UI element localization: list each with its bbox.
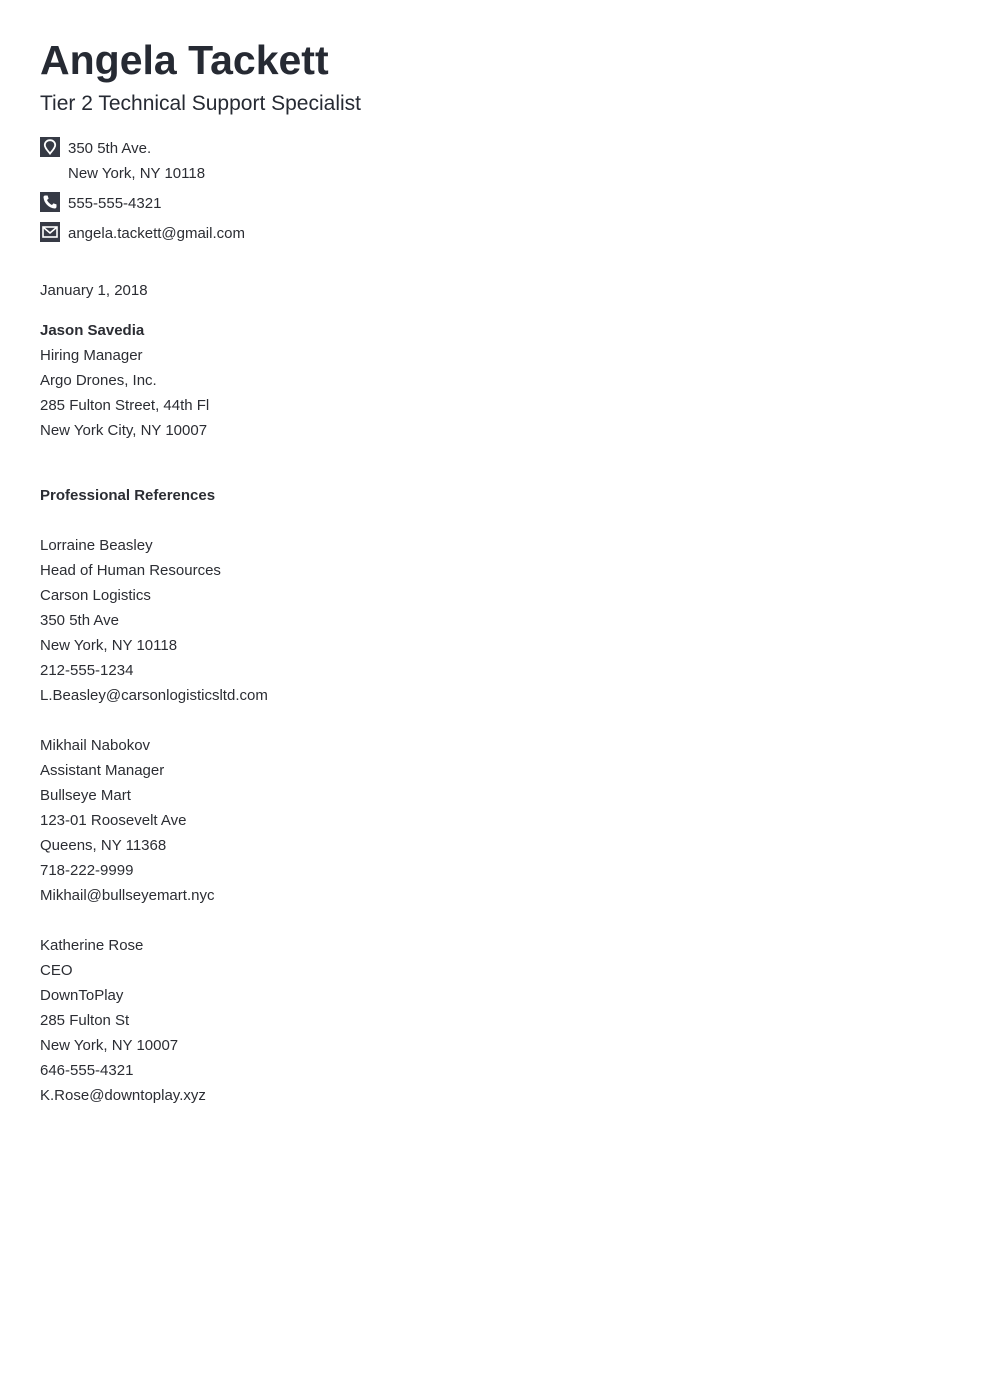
contact-address-line1: 350 5th Ave. bbox=[68, 140, 152, 157]
reference-title: Assistant Manager bbox=[40, 762, 165, 779]
contact-address-line2: New York, NY 10118 bbox=[68, 165, 206, 182]
location-pin-icon bbox=[40, 137, 60, 157]
reference-phone: 212-555-1234 bbox=[40, 662, 134, 679]
reference-street: 285 Fulton St bbox=[40, 1012, 130, 1029]
contact-phone-number: 555-555-4321 bbox=[68, 195, 162, 212]
reference-name: Mikhail Nabokov bbox=[40, 737, 151, 754]
reference-name: Katherine Rose bbox=[40, 937, 144, 954]
contact-address bbox=[40, 136, 950, 186]
phone-icon bbox=[40, 192, 60, 212]
applicant-job-title: Tier 2 Technical Support Specialist bbox=[40, 92, 361, 115]
reference-phone: 646-555-4321 bbox=[40, 1062, 134, 1079]
reference-name: Lorraine Beasley bbox=[40, 537, 153, 554]
contact-email-address: angela.tackett@gmail.com bbox=[68, 225, 245, 242]
reference-entry bbox=[40, 533, 950, 708]
reference-city: New York, NY 10007 bbox=[40, 1037, 179, 1054]
recipient-line: New York City, NY 10007 bbox=[40, 422, 208, 439]
reference-email: K.Rose@downtoplay.xyz bbox=[40, 1087, 206, 1104]
reference-company: DownToPlay bbox=[40, 987, 124, 1004]
reference-city: Queens, NY 11368 bbox=[40, 837, 167, 854]
reference-email: L.Beasley@carsonlogisticsltd.com bbox=[40, 687, 268, 704]
recipient-name: Jason Savedia bbox=[40, 322, 145, 339]
applicant-name: Angela Tackett bbox=[40, 37, 329, 83]
reference-street: 350 5th Ave bbox=[40, 612, 119, 629]
recipient-line: Argo Drones, Inc. bbox=[40, 372, 157, 389]
reference-title: CEO bbox=[40, 962, 73, 979]
recipient-block bbox=[40, 318, 950, 443]
references-heading: Professional References bbox=[40, 487, 216, 504]
reference-company: Carson Logistics bbox=[40, 587, 151, 604]
recipient-line: Hiring Manager bbox=[40, 347, 143, 364]
reference-entry bbox=[40, 933, 950, 1108]
reference-title: Head of Human Resources bbox=[40, 562, 221, 579]
reference-entry bbox=[40, 733, 950, 908]
contact-block bbox=[40, 136, 950, 246]
reference-city: New York, NY 10118 bbox=[40, 637, 178, 654]
contact-phone bbox=[40, 191, 950, 216]
recipient-line: 285 Fulton Street, 44th Fl bbox=[40, 397, 210, 414]
envelope-icon bbox=[40, 222, 60, 242]
reference-street: 123-01 Roosevelt Ave bbox=[40, 812, 187, 829]
references-list bbox=[40, 533, 950, 1108]
letter-date: January 1, 2018 bbox=[40, 282, 148, 299]
reference-phone: 718-222-9999 bbox=[40, 862, 134, 879]
contact-email bbox=[40, 221, 950, 246]
reference-company: Bullseye Mart bbox=[40, 787, 131, 804]
reference-email: Mikhail@bullseyemart.nyc bbox=[40, 887, 215, 904]
